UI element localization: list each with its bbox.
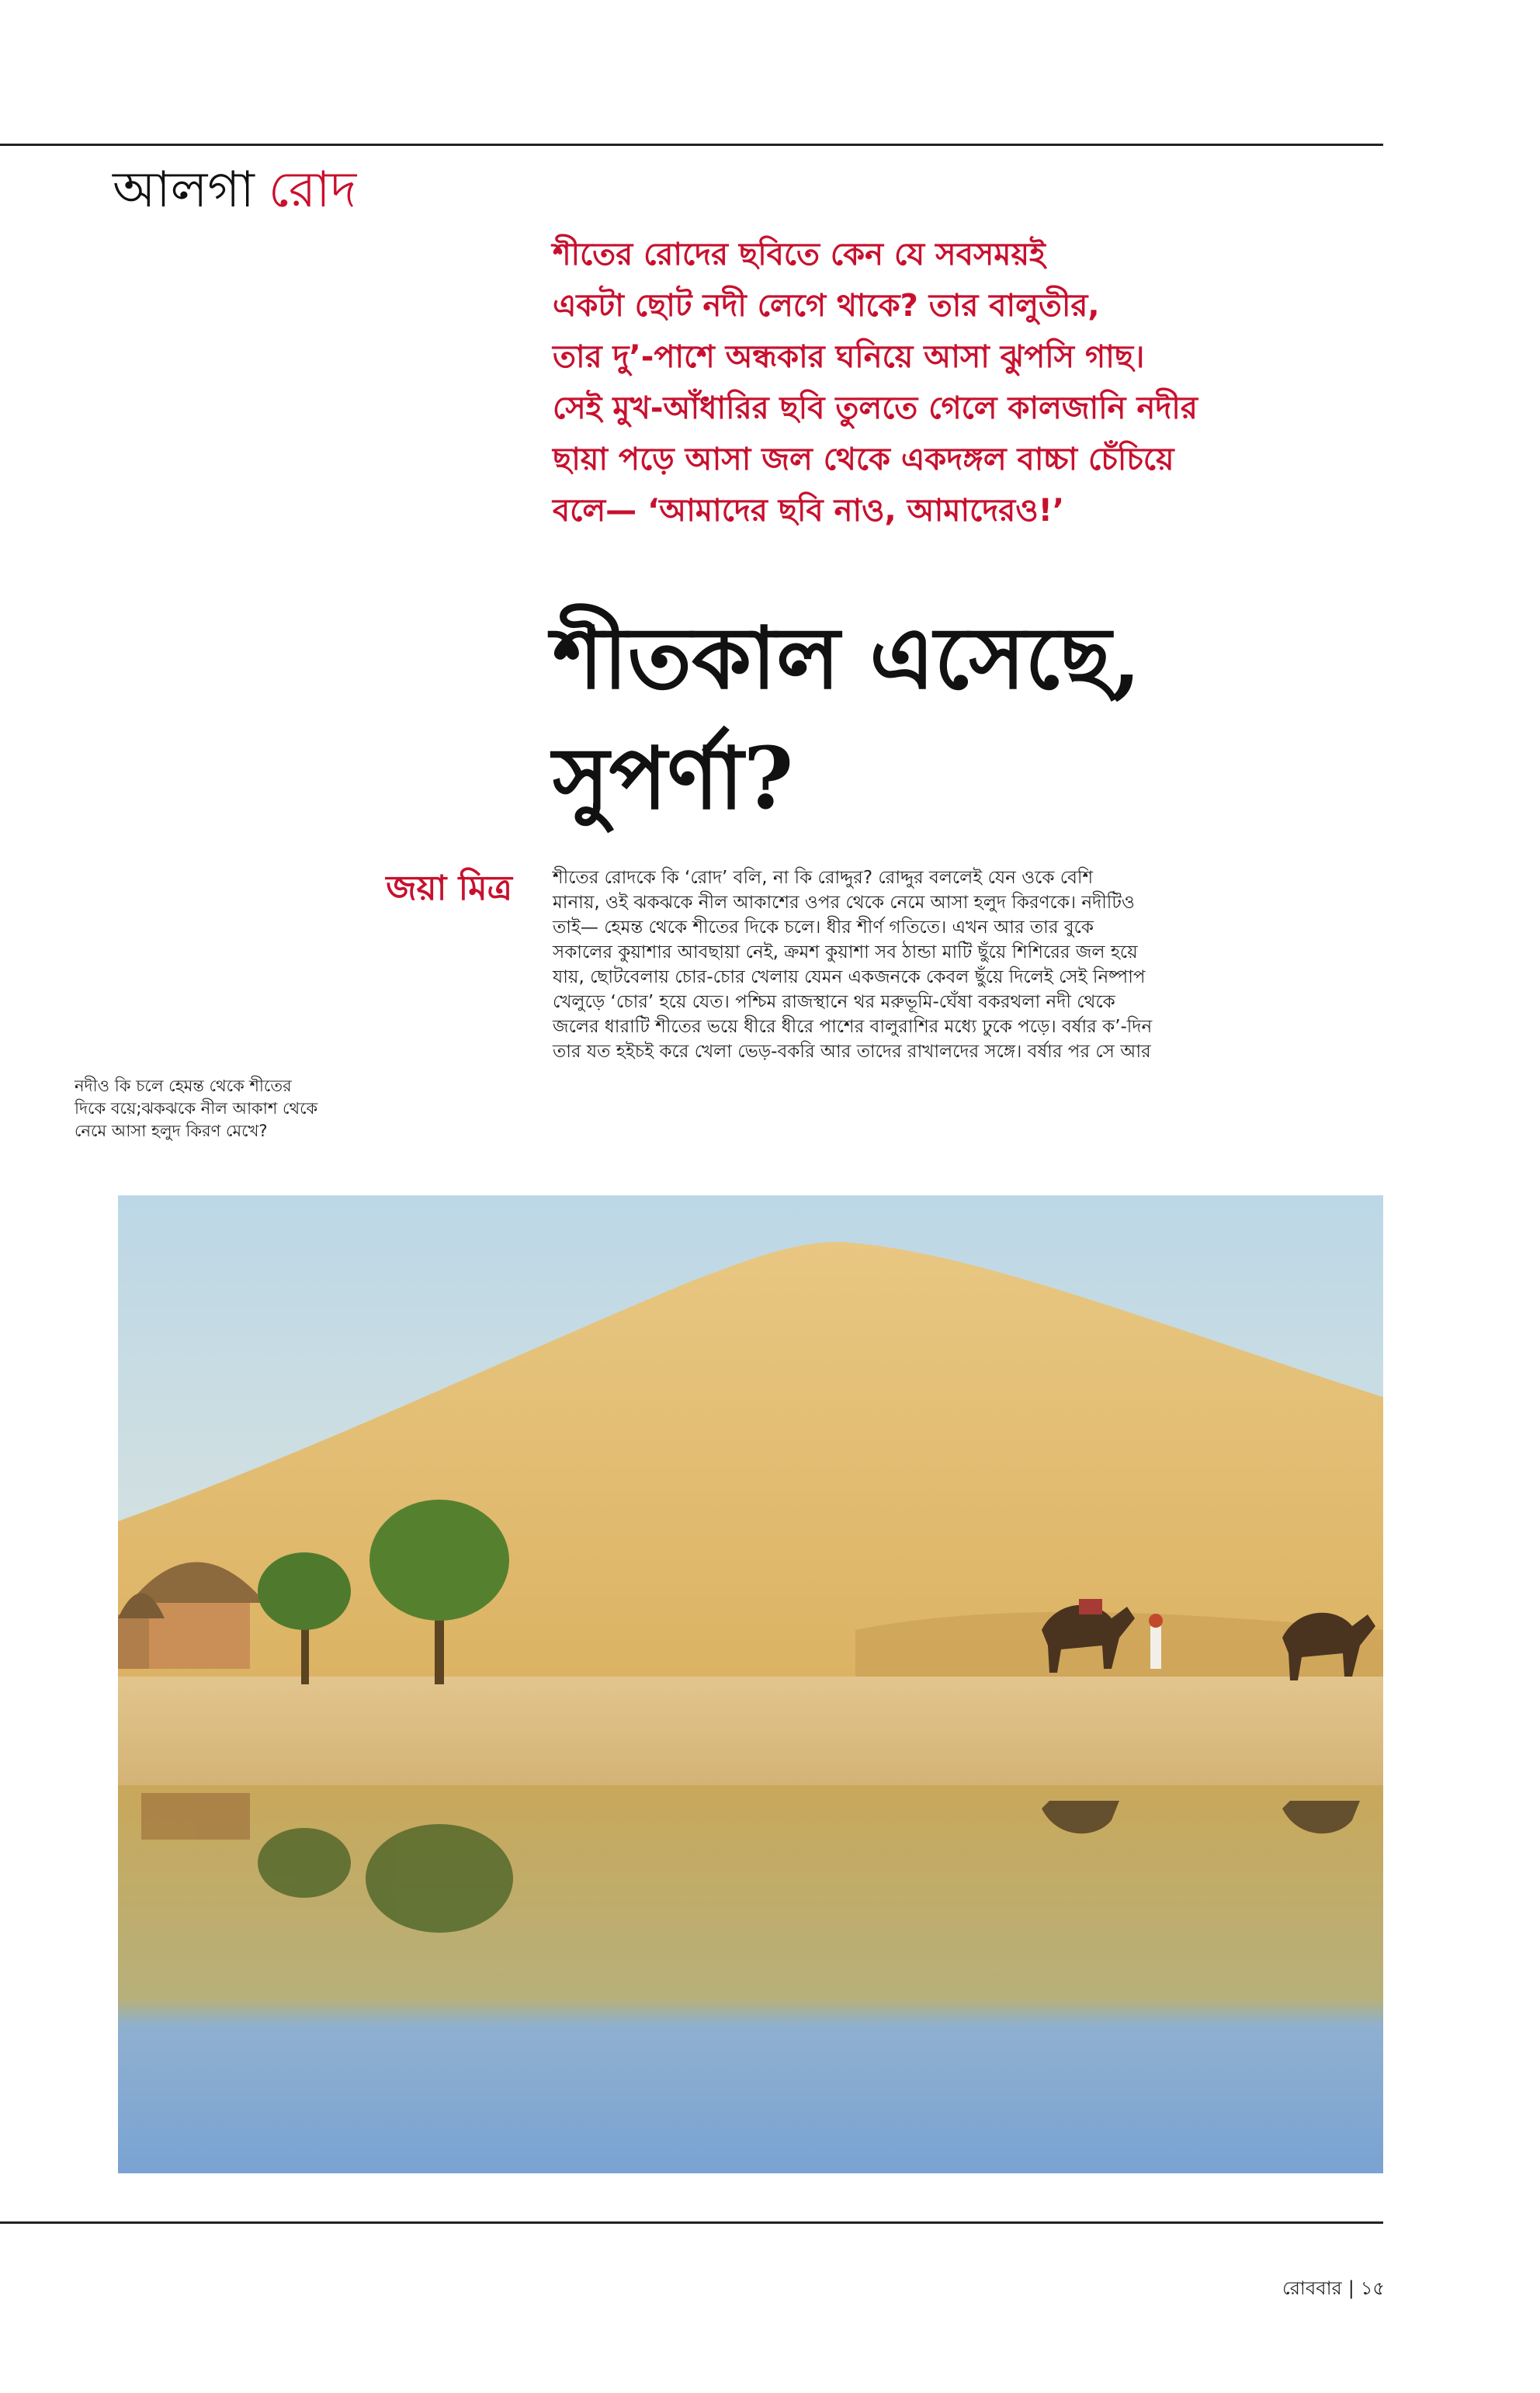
author-byline: জয়া মিত্র	[386, 869, 512, 908]
body-line: শীতের রোদকে কি ‘রোদ’ বলি, না কি রোদ্দুর? রোদ্দুর বললেই যেন ওকে বেশি	[553, 868, 1094, 888]
body-line: সকালের কুয়াশার আবছায়া নেই, ক্রমশ কুয়াশা সব ঠান্ডা মাটি ছুঁয়ে শিশিরের জল হয়ে	[553, 942, 1138, 962]
intro-line: সেই মুখ-আঁধারির ছবি তুলতে গেলে কালজানি নদীর	[553, 390, 1198, 426]
bottom-rule	[0, 2221, 1383, 2224]
body-line: তার যত হইচই করে খেলা ভেড়-বকরি আর তাদের রাখালদের সঙ্গে। বর্ষার পর সে আর	[553, 1042, 1151, 1062]
article-body	[553, 865, 1383, 1064]
page-folio	[1282, 2274, 1385, 2305]
body-line: যায়, ছোটবেলায় চোর-চোর খেলায় যেমন একজনকে কেবল ছুঁয়ে দিলেই সেই নিষ্পাপ	[553, 967, 1146, 987]
article-headline	[553, 598, 1383, 838]
body-line: মানায়, ওই ঝকঝকে নীল আকাশের ওপর থেকে নেমে আসা হলুদ কিরণকে। নদীটিও	[553, 893, 1135, 913]
shore	[118, 1677, 1383, 1793]
top-rule	[0, 144, 1383, 146]
intro-line: বলে— ‘আমাদের ছবি নাও, আমাদেরও!’	[553, 493, 1065, 529]
desert-lake-photo	[118, 1195, 1383, 2173]
caption-line: নেমে আসা হলুদ কিরণ মেখে?	[75, 1122, 268, 1140]
magazine-name: রোববার	[1282, 2277, 1342, 2299]
intro-line: শীতের রোদের ছবিতে কেন যে সবসময়ই	[553, 237, 1046, 272]
section-tag-word2: রোদ	[268, 161, 357, 219]
intro-blurb	[553, 229, 1383, 536]
photo-caption	[75, 1075, 439, 1143]
caption-line: নদীও কি চলে হেমন্ত থেকে শীতের	[75, 1077, 292, 1095]
body-line: খেলুড়ে ‘চোর’ হয়ে যেত। পশ্চিম রাজস্থানে থর মরুভূমি-ঘেঁষা বকরথলা নদী থেকে	[553, 992, 1115, 1012]
section-tag	[113, 159, 356, 221]
headline-line: সুপর্ণা?	[553, 728, 794, 828]
body-line: জলের ধারাটি শীতের ভয়ে ধীরে ধীরে পাশের বালুরাশির মধ্যে ঢুকে পড়ে। বর্ষার ক’-দিন	[553, 1017, 1153, 1037]
caption-line: দিকে বয়ে;ঝকঝকে নীল আকাশ থেকে	[75, 1099, 318, 1118]
intro-line: ছায়া পড়ে আসা জল থেকে একদঙ্গল বাচ্চা চেঁচিয়ে	[553, 442, 1174, 477]
intro-line: তার দু’-পাশে অন্ধকার ঘনিয়ে আসা ঝুপসি গাছ।	[553, 339, 1145, 375]
folio-separator: |	[1348, 2277, 1354, 2299]
page-number: ১৫	[1360, 2277, 1385, 2299]
section-tag-word1: আলগা	[113, 161, 255, 219]
body-line: তাই— হেমন্ত থেকে শীতের দিকে চলে। ধীর শীর্ণ গতিতে। এখন আর তার বুকে	[553, 917, 1094, 938]
intro-line: একটা ছোট নদী লেগে থাকে? তার বালুতীর,	[553, 288, 1100, 324]
headline-line: শীতকাল এসেছে,	[553, 608, 1141, 708]
